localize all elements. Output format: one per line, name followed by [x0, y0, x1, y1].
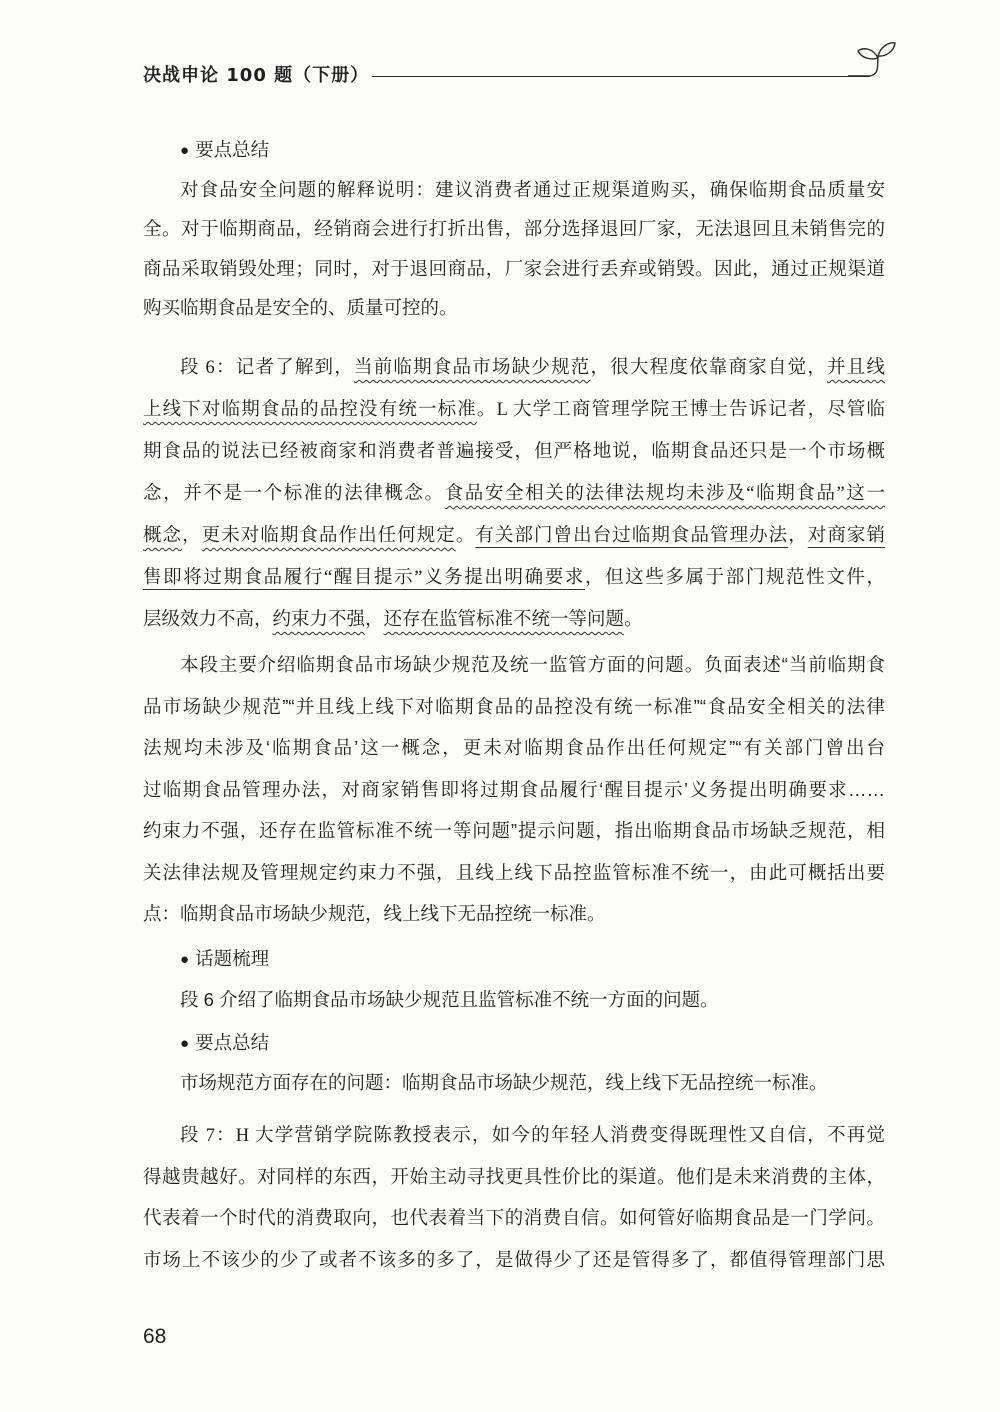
text-line: [143, 347, 885, 389]
paragraph-text: [143, 1116, 885, 1283]
key-points-summary-2: [143, 1023, 885, 1103]
underlined-phrase: 食品安全相关的法律法规均未涉及“临期食品”这一: [444, 484, 885, 504]
underlined-phrase: 售即将过期食品履行“醒目提示”义务提出明确要求: [143, 568, 585, 588]
text-line: [143, 389, 885, 431]
underlined-phrase: 当前临期食品市场缺少规范: [353, 358, 591, 378]
text-line: 过临期食品管理办法，对商家销售即将过期食品履行‘醒目提示’义务提出明确要求……: [143, 778, 885, 800]
text-segment: 段 6：记者了解到，: [180, 358, 354, 378]
underlined-phrase: 更未对临期食品作出任何规定: [201, 526, 456, 546]
header-rule: [372, 76, 870, 77]
page-number: 68: [143, 1325, 167, 1348]
underlined-phrase: 约束力不强: [272, 610, 366, 630]
section-heading: [143, 130, 885, 170]
text-segment: ，: [182, 526, 202, 546]
text-line: 点：临期食品市场缺少规范，线上线下无品控统一标准。: [143, 903, 606, 924]
bullet-icon: ●: [180, 1035, 190, 1052]
underlined-phrase: 概念: [143, 526, 183, 546]
text-line: 对食品安全问题的解释说明：建议消费者通过正规渠道购买，确保临期食品质量安: [180, 178, 885, 200]
section-heading: [143, 1023, 885, 1063]
text-line: 得越贵越好。对同样的东西，开始主动寻找更具性价比的渠道。他们是未来消费的主体，: [143, 1167, 885, 1188]
text-segment: 。: [624, 610, 643, 630]
underlined-phrase: 并且线: [827, 358, 885, 378]
text-line: 关法律法规及管理规定约束力不强，且线上线下品控监管标准不统一，由此可概括出要: [143, 861, 885, 883]
text-line: 法规均未涉及‘临期食品’这一概念，更未对临期食品作出任何规定”“有关部门曾出台: [143, 737, 885, 758]
summary-text: [143, 1063, 885, 1103]
text-line: 约束力不强，还存在监管标准不统一等问题”提示问题，指出临期食品市场缺乏规范，相: [143, 820, 885, 841]
text-line: [143, 599, 885, 641]
text-line: 本段主要介绍临期食品市场缺少规范及统一监管方面的问题。负面表述“当前临期食: [180, 654, 885, 675]
text-line: 段 7：H 大学营销学院陈教授表示，如今的年轻人消费变得既理性又自信，不再觉: [180, 1126, 885, 1146]
text-line: 代表着一个时代的消费取向，也代表着当下的消费自信。如何管好临期食品是一门学问。: [143, 1209, 885, 1230]
book-title: 决战申论 100 题（下册）: [143, 65, 370, 86]
text-segment: ，很大程度依靠商家自觉，: [590, 358, 828, 378]
text-line: 全。对于临期商品，经销商会进行打折出售，部分选择退回厂家，无法退回且未销售完的: [143, 218, 885, 239]
section-heading: [143, 938, 885, 979]
sprout-icon: [848, 39, 898, 83]
text-line: 期食品的说法已经被商家和消费者普遍接受，但严格地说，临期食品还只是一个市场概: [143, 442, 885, 462]
source-paragraph-6: [143, 347, 885, 641]
text-segment: 层级效力不高，: [143, 610, 273, 630]
text-line: 市场上不该少的少了或者不该多的多了，是做得少了还是管得多了，都值得管理部门思: [143, 1251, 885, 1272]
analysis-paragraph-6: [143, 644, 885, 935]
summary-text: [143, 170, 885, 328]
text-segment: 。L 大学工商管理学院王博士告诉记者，尽管临: [476, 400, 885, 420]
text-segment: 。: [455, 526, 476, 546]
source-paragraph-7: [143, 1116, 885, 1283]
underlined-phrase: 还存在监管标准不统一等问题: [383, 610, 625, 630]
text-segment: ，: [365, 610, 384, 630]
topic-review: [143, 938, 885, 1020]
bullet-icon: ●: [180, 142, 190, 159]
bullet-icon: ●: [180, 950, 190, 968]
paragraph-text: [143, 347, 885, 641]
section-heading-label: 话题梳理: [195, 947, 270, 969]
text-segment: 念，并不是一个标准的法律概念。: [143, 484, 445, 504]
text-line: 段 6 介绍了临期食品市场缺少规范且监管标准不统一方面的问题。: [180, 988, 719, 1010]
text-line: 购买临期食品是安全的、质量可控的。: [143, 297, 458, 318]
section-heading-label: 要点总结: [195, 1032, 270, 1053]
text-line: 品市场缺少规范”“并且线上线下对临期食品的品控没有统一标准”“食品安全相关的法律: [143, 695, 885, 717]
topic-text: [143, 979, 885, 1020]
text-segment: ，但这些多属于部门规范性文件，: [584, 568, 885, 588]
text-line: 市场规范方面存在的问题：临期食品市场缺少规范，线上线下无品控统一标准。: [180, 1072, 828, 1093]
underlined-phrase: 对商家销: [807, 526, 885, 546]
text-line: 商品采取销毁处理；同时，对于退回商品，厂家会进行丢弃或销毁。因此，通过正规渠道: [143, 257, 885, 279]
text-line: [143, 515, 885, 557]
text-line: [143, 473, 885, 515]
section-heading-label: 要点总结: [195, 139, 270, 160]
text-segment: ，: [788, 526, 808, 546]
underlined-phrase: 有关部门曾出台过临期食品管理办法: [475, 526, 789, 546]
key-points-summary: [143, 130, 885, 328]
analysis-text: [143, 644, 885, 935]
text-line: [143, 557, 885, 599]
underlined-phrase: 上线下对临期食品的品控没有统一标准: [143, 400, 477, 420]
